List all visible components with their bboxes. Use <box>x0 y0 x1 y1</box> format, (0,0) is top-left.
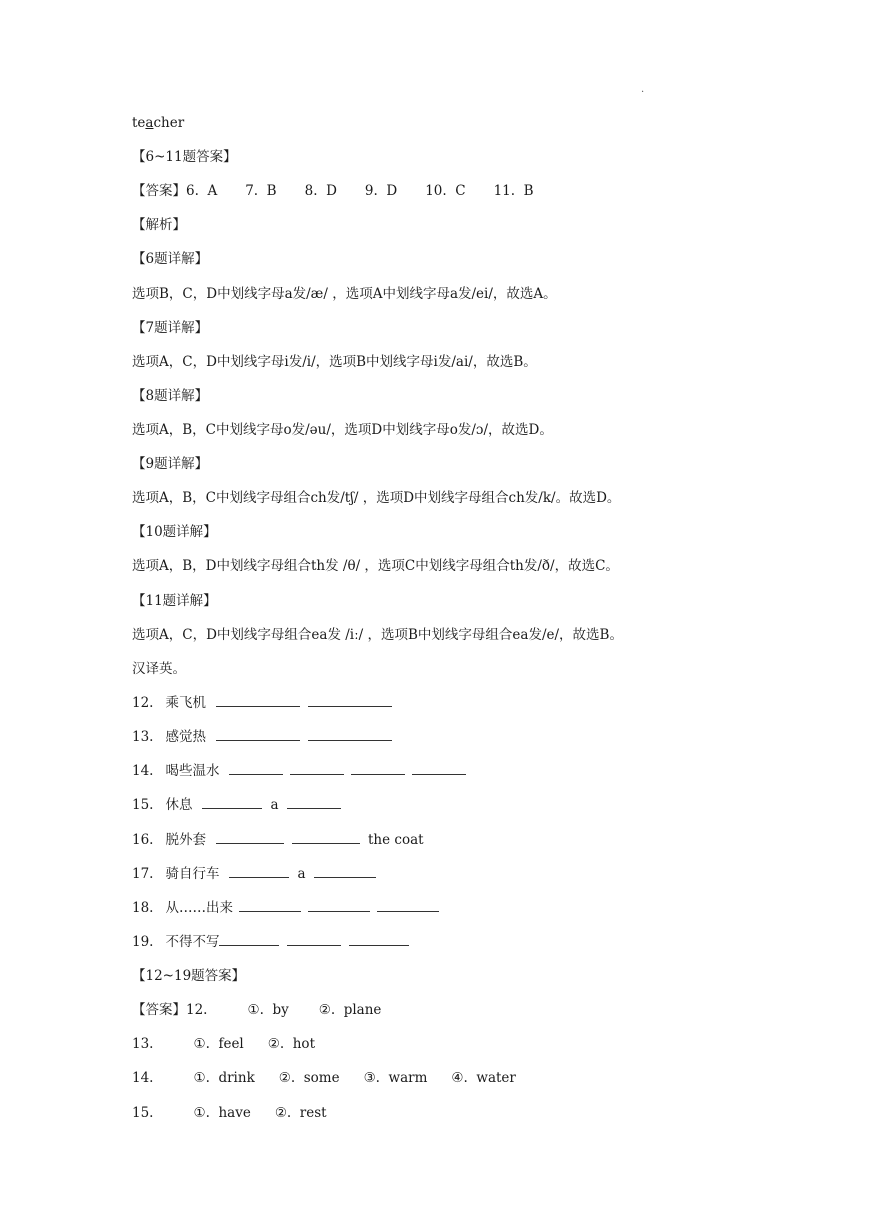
header-dot: . <box>641 84 645 95</box>
question-number: 18. <box>132 900 154 916</box>
answer-number: 15. <box>132 1105 154 1121</box>
answer-section-title: 【12~19题答案】 <box>132 968 246 984</box>
answer-blank[interactable] <box>229 865 289 878</box>
question-number: 13. <box>132 729 154 745</box>
answer-12 <box>132 1001 381 1019</box>
detail-text: 选项A，B，C中划线字母组合ch发/tʃ/ ，选项D中划线字母组合ch发/k/。故选D。 <box>132 490 621 506</box>
answer-blank[interactable] <box>216 831 284 844</box>
answer-part: ④. water <box>451 1070 516 1086</box>
answer-part: ②. hot <box>267 1036 315 1052</box>
answer-14 <box>132 1069 516 1087</box>
question-prompt: 从……出来 <box>165 900 233 916</box>
answer-section-title: 【6~11题答案】 <box>132 149 237 165</box>
question-prompt: 乘飞机 <box>165 695 206 711</box>
answer-item: 11. B <box>493 183 534 199</box>
question-prompt: 喝些温水 <box>165 763 220 779</box>
question-prompt: 感觉热 <box>165 729 206 745</box>
question-prompt: 休息 <box>165 797 193 813</box>
fixed-word: a <box>270 797 279 813</box>
answer-blank[interactable] <box>308 899 370 912</box>
detail-heading: 【8题详解】 <box>132 388 209 404</box>
answer-13 <box>132 1035 315 1053</box>
word-part: te <box>132 115 146 131</box>
answer-15 <box>132 1104 327 1122</box>
underlined-letter: a <box>145 115 154 131</box>
word-part: cher <box>153 115 185 131</box>
answer-blank[interactable] <box>290 762 344 775</box>
answer-blank[interactable] <box>349 933 409 946</box>
answer-number: 13. <box>132 1036 154 1052</box>
answer-blank[interactable] <box>308 694 392 707</box>
answer-label: 【答案】 <box>132 1002 186 1018</box>
question-prompt: 不得不写 <box>165 934 220 950</box>
answer-item: 7. B <box>245 183 277 199</box>
fixed-word: a <box>297 866 306 882</box>
detail-text: 选项A，C，D中划线字母组合ea发 /iː/ ，选项B中划线字母组合ea发/e/，故选B。 <box>132 627 623 643</box>
answer-part: ②. some <box>278 1070 340 1086</box>
detail-text: 选项A，C，D中划线字母i发/i/，选项B中划线字母i发/ai/，故选B。 <box>132 354 537 370</box>
question-18 <box>132 899 439 917</box>
answer-blank[interactable] <box>216 728 300 741</box>
answer-blank[interactable] <box>287 933 341 946</box>
question-13 <box>132 728 392 746</box>
answer-part: ①. by <box>247 1002 289 1018</box>
fixed-phrase: the coat <box>367 832 424 848</box>
answer-label: 【答案】 <box>132 183 186 199</box>
answer-blank[interactable] <box>229 762 283 775</box>
question-prompt: 骑自行车 <box>165 866 220 882</box>
detail-heading: 【9题详解】 <box>132 456 209 472</box>
answer-part: ②. rest <box>274 1105 327 1121</box>
section-title: 汉译英。 <box>132 661 186 677</box>
question-16 <box>132 831 424 849</box>
answer-part: ③. warm <box>363 1070 428 1086</box>
answer-blank[interactable] <box>202 796 262 809</box>
question-19 <box>132 933 409 951</box>
question-prompt: 脱外套 <box>165 832 206 848</box>
question-12 <box>132 694 392 712</box>
answer-item: 8. D <box>304 183 337 199</box>
answer-blank[interactable] <box>239 899 301 912</box>
question-17 <box>132 865 376 883</box>
answer-number: 14. <box>132 1070 154 1086</box>
answer-item: 6. A <box>186 183 218 199</box>
question-number: 16. <box>132 832 154 848</box>
answer-part: ②. plane <box>318 1002 382 1018</box>
answer-line <box>132 182 534 200</box>
detail-heading: 【11题详解】 <box>132 593 217 609</box>
answer-part: ①. feel <box>193 1036 244 1052</box>
detail-heading: 【10题详解】 <box>132 524 217 540</box>
question-14 <box>132 762 466 780</box>
detail-text: 选项A，B，D中划线字母组合th发 /θ/ ，选项C中划线字母组合th发/ð/，故选C。 <box>132 558 619 574</box>
question-number: 14. <box>132 763 154 779</box>
answer-blank[interactable] <box>314 865 376 878</box>
question-number: 19. <box>132 934 154 950</box>
question-number: 15. <box>132 797 154 813</box>
answer-blank[interactable] <box>377 899 439 912</box>
question-number: 17. <box>132 866 154 882</box>
detail-text: 选项A，B，C中划线字母o发/əu/，选项D中划线字母o发/ɔ/，故选D。 <box>132 422 553 438</box>
answer-blank[interactable] <box>351 762 405 775</box>
question-number: 12. <box>132 695 154 711</box>
answer-blank[interactable] <box>219 933 279 946</box>
answer-item: 10. C <box>425 183 466 199</box>
answer-blank[interactable] <box>287 796 341 809</box>
question-15 <box>132 796 341 814</box>
answer-blank[interactable] <box>308 728 392 741</box>
example-word <box>132 114 184 132</box>
detail-heading: 【7题详解】 <box>132 320 209 336</box>
detail-heading: 【6题详解】 <box>132 251 209 267</box>
answer-part: ①. have <box>193 1105 251 1121</box>
answer-blank[interactable] <box>216 694 300 707</box>
answer-number: 12. <box>186 1002 208 1018</box>
answer-item: 9. D <box>364 183 398 199</box>
answer-part: ①. drink <box>193 1070 255 1086</box>
analysis-label: 【解析】 <box>132 217 186 233</box>
answer-blank[interactable] <box>292 831 360 844</box>
detail-text: 选项B，C，D中划线字母a发/æ/ ，选项A中划线字母a发/ei/，故选A。 <box>132 286 557 302</box>
answer-blank[interactable] <box>412 762 466 775</box>
